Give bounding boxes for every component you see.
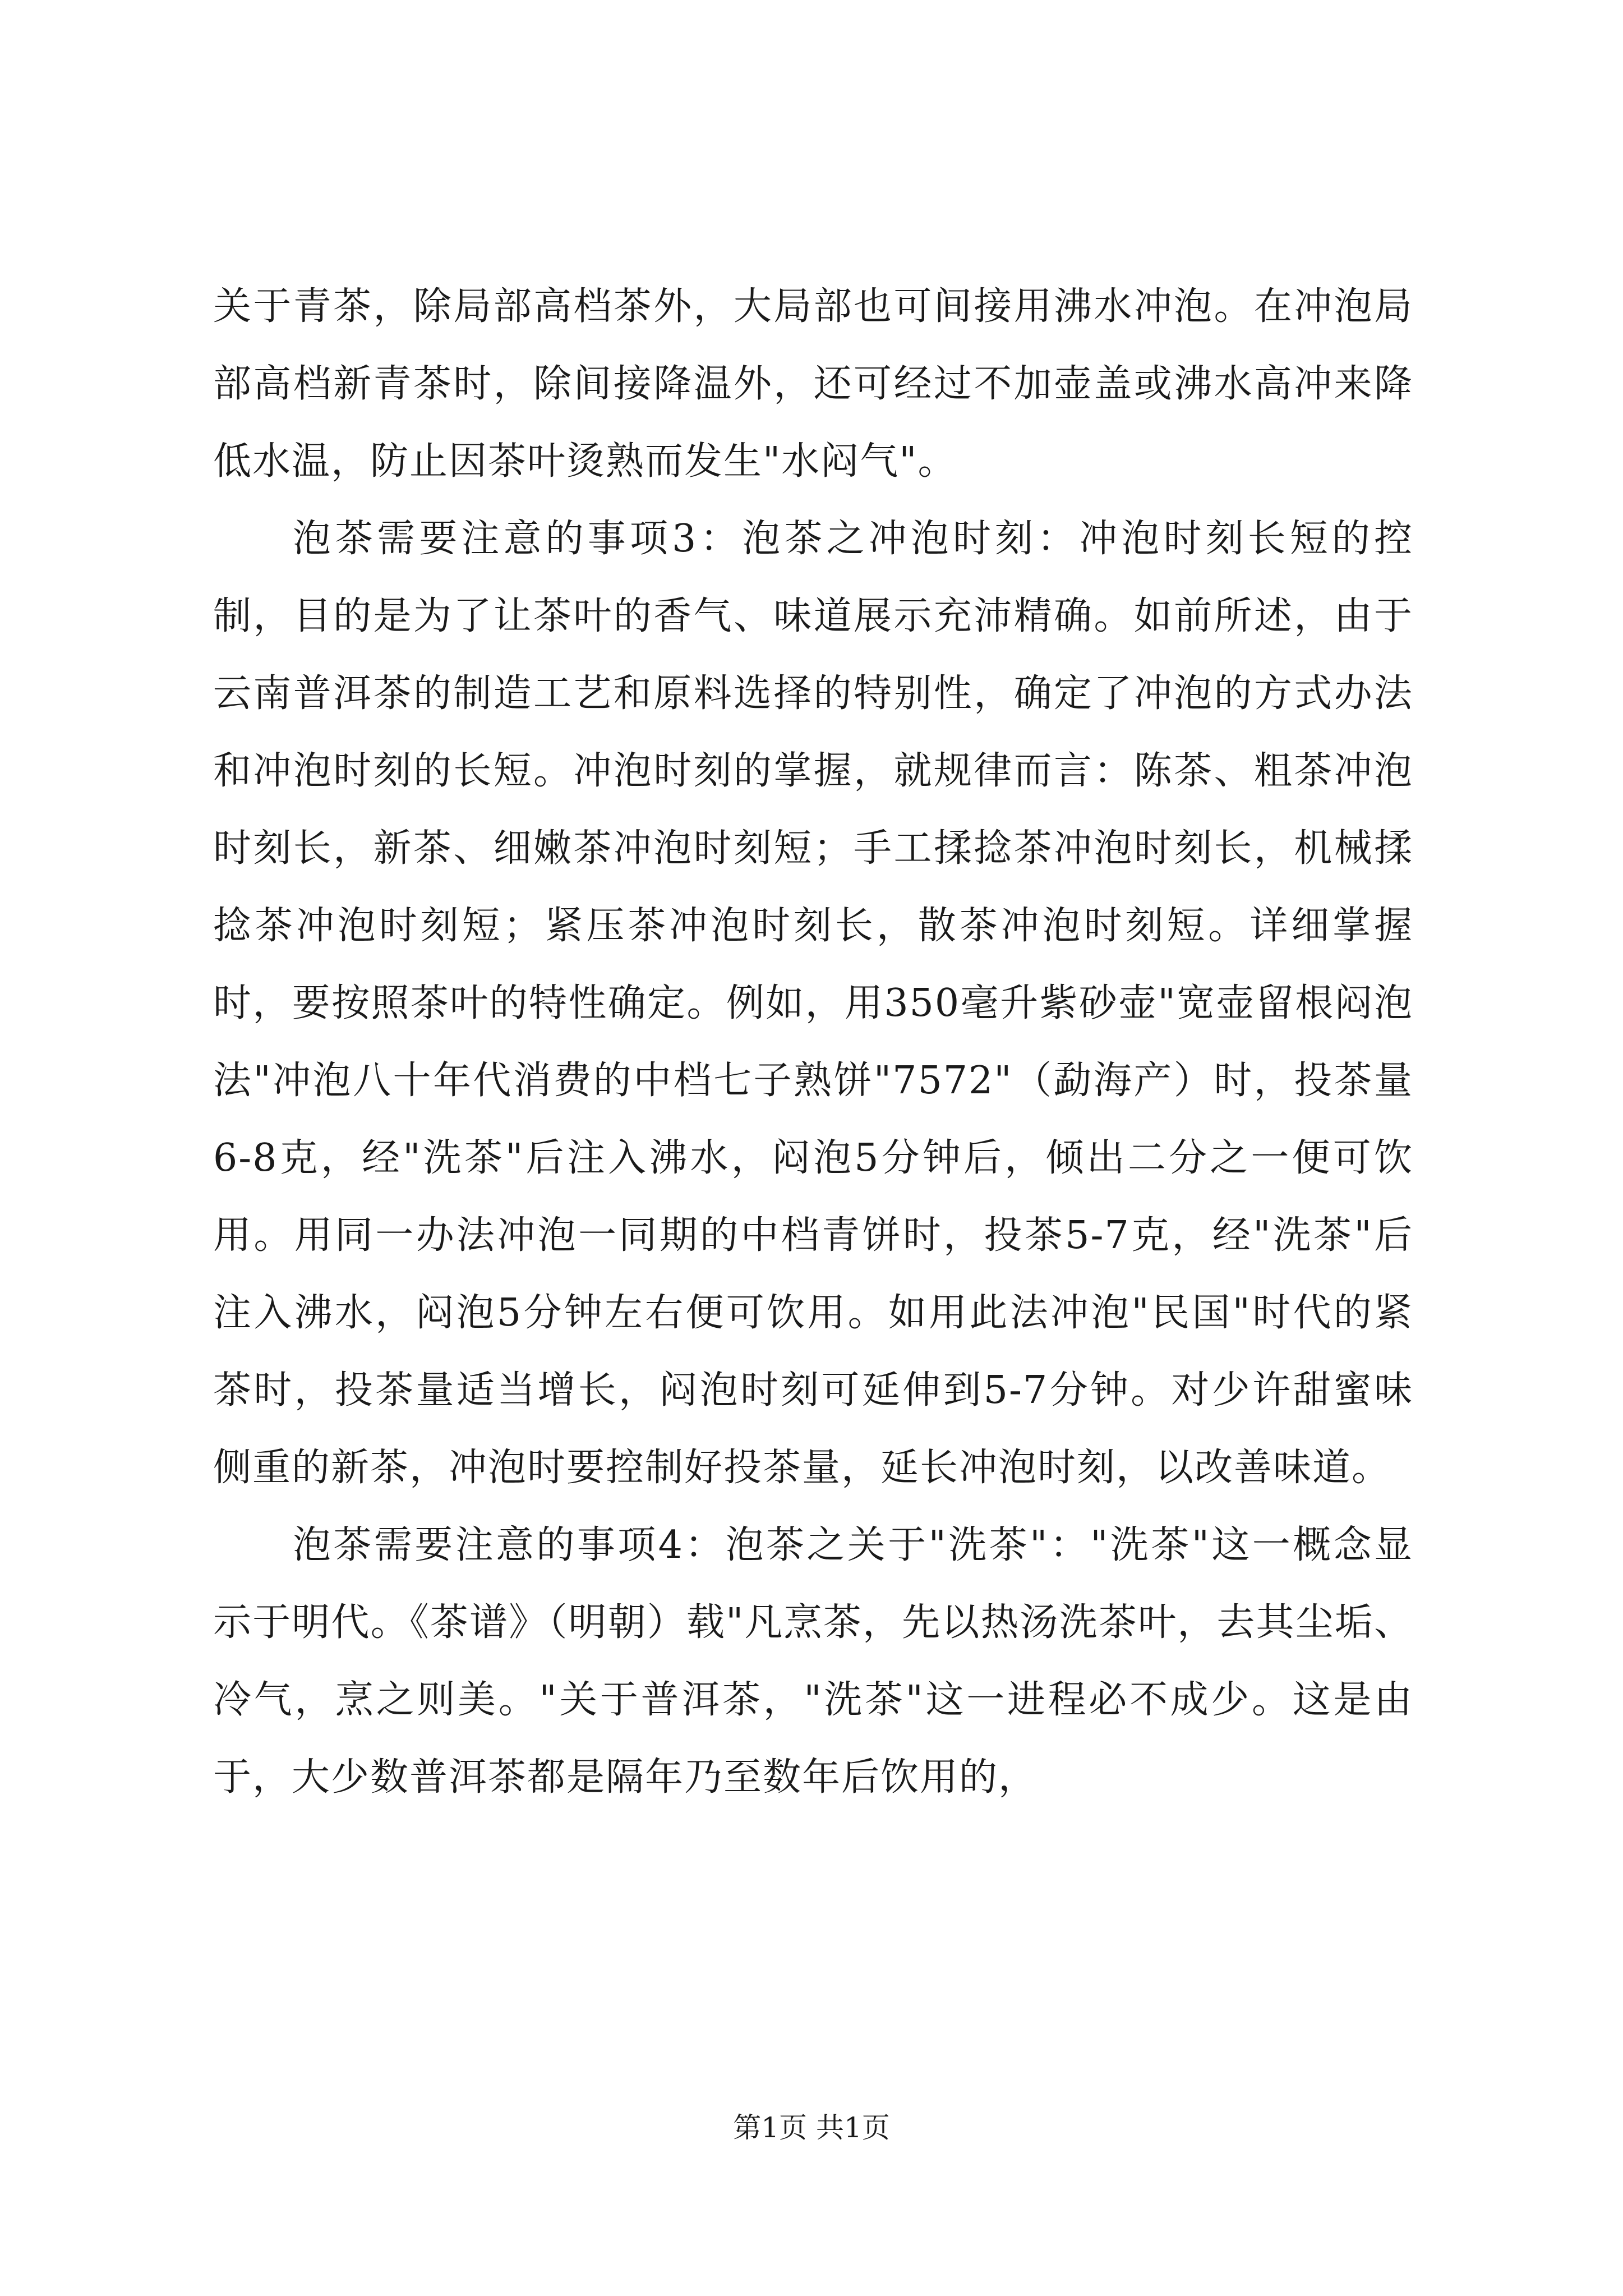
paragraph-green-tea: 关于青茶，除局部高档茶外，大局部也可间接用沸水冲泡。在冲泡局部高档新青茶时，除间接降温外，还可经过不加壶盖或沸水高冲来降低水温，防止因茶叶烫熟而发生"水闷气"。 — [213, 284, 1413, 484]
paragraph-tea-washing: 泡茶需要注意的事项4：泡茶之关于"洗茶"："洗茶"这一概念显示于明代。《茶谱》（明朝）载"凡烹茶，先以热汤洗茶叶，去其尘垢、冷气，烹之则美。"关于普洱茶，"洗茶"这一进程必不成少。这是由于，大少数普洱茶都是隔年乃至数年后饮用的， — [213, 1523, 1413, 1800]
paragraph-brewing-time: 泡茶需要注意的事项3：泡茶之冲泡时刻：冲泡时刻长短的控制，目的是为了让茶叶的香气、味道展示充沛精确。如前所述，由于云南普洱茶的制造工艺和原料选择的特别性，确定了冲泡的方式办法和冲泡时刻的长短。冲泡时刻的掌握，就规律而言：陈茶、粗茶冲泡时刻长，新茶、细嫩茶冲泡时刻短；手工揉捻茶冲泡时刻长，机械揉捻茶冲泡时刻短；紧压茶冲泡时刻长，散茶冲泡时刻短。详细掌握时，要按照茶叶的特性确定。例如，用350毫升紫砂壶"宽壶留根闷泡法"冲泡八十年代消费的中档七子熟饼"7572"（勐海产）时，投茶量6-8克，经"洗茶"后注入沸水，闷泡5分钟后，倾出二分之一便可饮用。用同一办法冲泡一同期的中档青饼时，投茶5-7克，经"洗茶"后注入沸水，闷泡5分钟左右便可饮用。如用此法冲泡"民国"时代的紧茶时，投茶量适当增长，闷泡时刻可延伸到5-7分钟。对少许甜蜜味侧重的新茶，冲泡时要控制好投茶量，延长冲泡时刻，以改善味道。 — [213, 517, 1413, 1490]
document-body — [213, 268, 1413, 1816]
page-footer: 第1页 共1页 — [733, 2111, 890, 2144]
